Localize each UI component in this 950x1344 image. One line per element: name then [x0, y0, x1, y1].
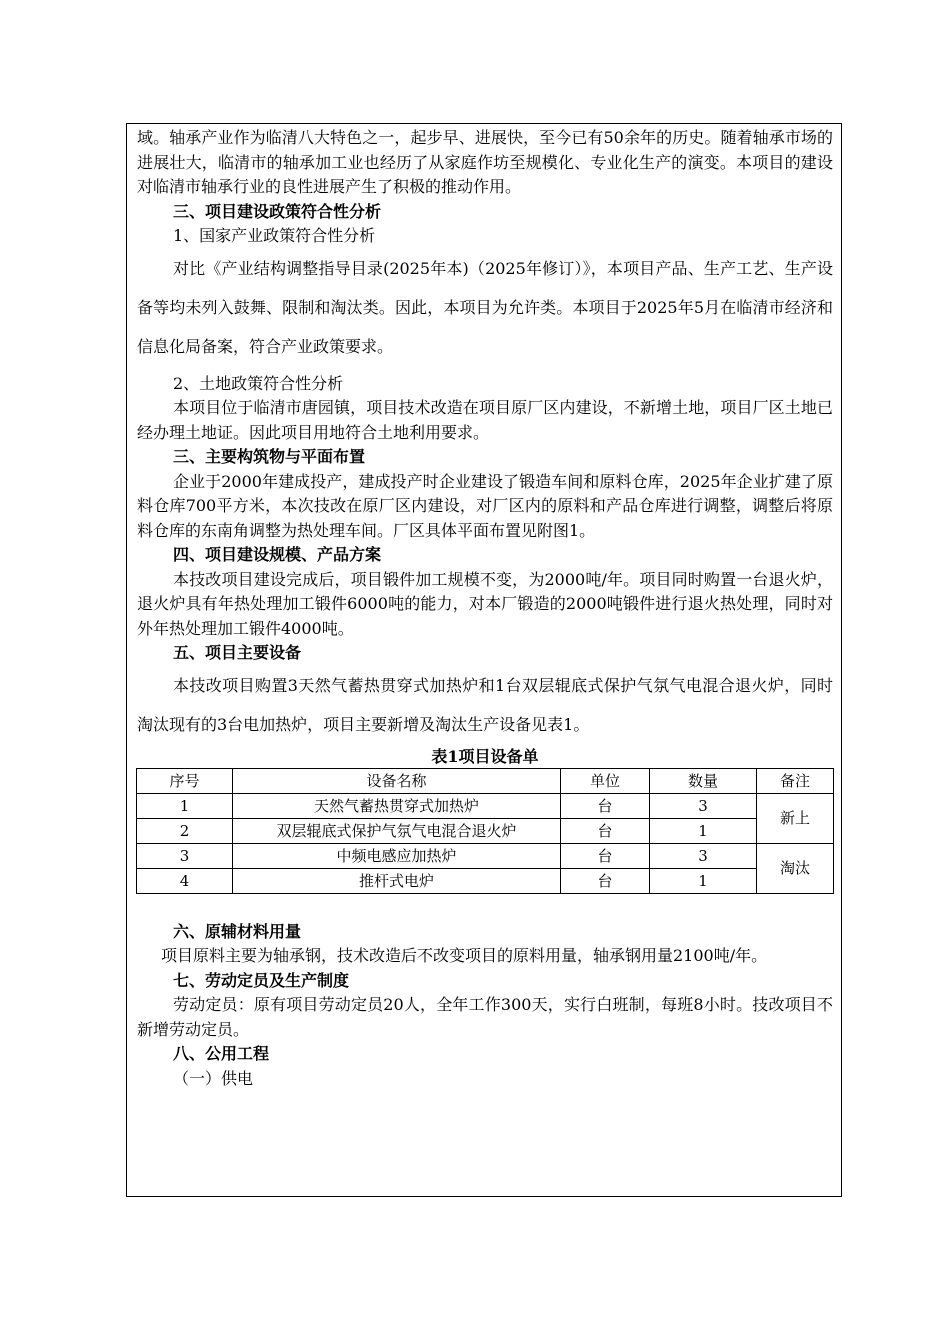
intro-paragraph: 域。轴承产业作为临清八大特色之一，起步早、进展快，至今已有50余年的历史。随着轴承市场的进展壮大，临清市的轴承加工业也经历了从家庭作坊至规模化、专业化生产的演变。本项目的建设对临清市轴承行业的良性进展产生了积极的推动作用。: [137, 128, 833, 196]
table-cell: 3: [650, 843, 757, 868]
table-cell: 2: [137, 818, 233, 843]
table-cell: 3: [650, 793, 757, 818]
table-row: [137, 793, 834, 818]
table-cell: 天然气蓄热贯穿式加热炉: [233, 793, 561, 818]
section-3b-title: 三、主要构筑物与平面布置: [173, 447, 366, 466]
remark-cell: 新上: [757, 793, 834, 843]
section-3-1-body: 对比《产业结构调整指导目录(2025年本)（2025年修订）》，本项目产品、生产工艺、生产设备等均未列入鼓舞、限制和淘汰类。因此，本项目为允许类。本项目于2025年5月在临清市经济和信息化局备案，符合产业政策要求。: [137, 258, 833, 356]
table-cell: 4: [137, 868, 233, 893]
document-content: [137, 126, 833, 1091]
header-cell: 数量: [650, 768, 757, 793]
table-cell: 台: [561, 868, 650, 893]
section-3b-body: 企业于2000年建成投产，建成投产时企业建设了锻造车间和原料仓库，2025年企业扩建了原料仓库700平方米，本次技改在原厂区内建设，对厂区内的原料和产品仓库进行调整，调整后将原料仓库的东南角调整为热处理车间。厂区具体平面布置见附图1。: [137, 471, 833, 540]
section-7-body: 劳动定员：原有项目劳动定员20人，全年工作300天，实行白班制，每班8小时。技改项目不新增劳动定员。: [137, 995, 833, 1039]
section-8-1-title: （一）供电: [173, 1068, 254, 1088]
table-row: [137, 868, 834, 893]
table-row: [137, 843, 834, 868]
spacer: [137, 894, 833, 920]
document-frame: [126, 123, 842, 1197]
table-cell: 1: [650, 868, 757, 893]
section-4-title: 四、项目建设规模、产品方案: [173, 545, 382, 564]
section-5-title: 五、项目主要设备: [173, 643, 302, 662]
table-row: [137, 818, 834, 843]
section-3-2-title: 2、土地政策符合性分析: [173, 373, 344, 393]
header-cell: 序号: [137, 768, 233, 793]
table-cell: 台: [561, 843, 650, 868]
table-cell: 3: [137, 843, 233, 868]
section-3-2-body: 本项目位于临清市唐园镇，项目技术改造在项目原厂区内建设，不新增土地，项目厂区土地已经办理土地证。因此项目用地符合土地利用要求。: [137, 398, 833, 442]
header-cell: 单位: [561, 768, 650, 793]
section-3-title: 三、项目建设政策符合性分析: [173, 201, 382, 221]
table-cell: 推杆式电炉: [233, 868, 561, 893]
header-cell: 设备名称: [233, 768, 561, 793]
header-cell: 备注: [757, 768, 834, 793]
section-5-body: 本技改项目购置3天然气蓄热贯穿式加热炉和1台双层辊底式保护气氛气电混合退火炉，同时淘汰现有的3台电加热炉，项目主要新增及淘汰生产设备见表1。: [137, 675, 833, 734]
section-4-body: 本技改项目建设完成后，项目锻件加工规模不变，为2000吨/年。项目同时购置一台退火炉，退火炉具有年热处理加工锻件6000吨的能力，对本厂锻造的2000吨锻件进行退火热处理，同时对外年热处理加工锻件4000吨。: [137, 569, 833, 638]
table-cell: 1: [650, 818, 757, 843]
table-cell: 1: [137, 793, 233, 818]
table-cell: 台: [561, 818, 650, 843]
section-3-1-title: 1、国家产业政策符合性分析: [173, 226, 376, 245]
remark-cell: 淘汰: [757, 843, 834, 893]
section-7-title: 七、劳动定员及生产制度: [173, 970, 350, 990]
table-caption: 表1项目设备单: [431, 746, 539, 766]
section-8-title: 八、公用工程: [173, 1044, 270, 1063]
table-header-row: [137, 768, 834, 793]
table-cell: 双层辊底式保护气氛气电混合退火炉: [233, 818, 561, 843]
section-6-title: 六、原辅材料用量: [173, 921, 302, 941]
equipment-table: [136, 768, 834, 894]
table-cell: 台: [561, 793, 650, 818]
table-cell: 中频电感应加热炉: [233, 843, 561, 868]
section-6-body: 项目原料主要为轴承钢，技术改造后不改变项目的原料用量，轴承钢用量2100吨/年。: [161, 946, 768, 965]
